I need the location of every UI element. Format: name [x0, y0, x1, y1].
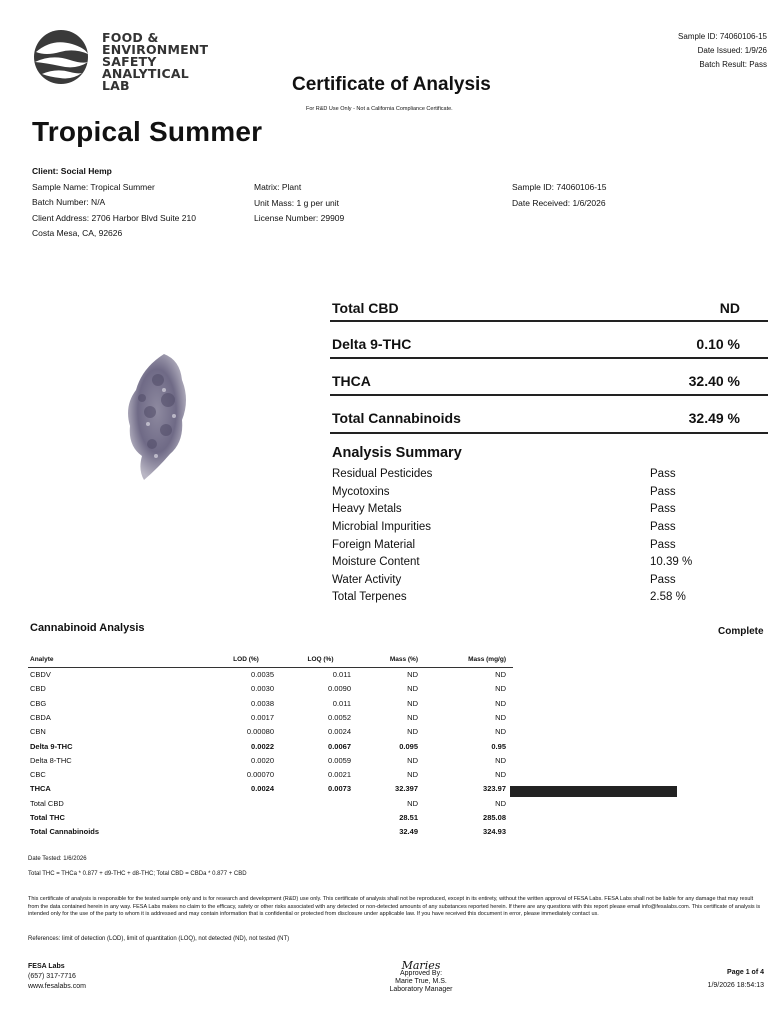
table-cell-mass-mg: ND: [495, 727, 506, 737]
sample-info: [254, 180, 344, 227]
table-cell-mass-pct: ND: [407, 770, 418, 780]
table-cell-lod: 0.0035: [251, 670, 274, 679]
analysis-row: Microbial Impurities Pass: [332, 521, 676, 533]
table-row: [28, 727, 513, 739]
table-cell-lod: 0.0038: [251, 698, 274, 708]
summary-divider: [330, 357, 768, 359]
table-cell-mass-mg: ND: [495, 684, 506, 694]
table-cell-loq: 0.011: [332, 670, 351, 679]
table-cell-analyte: CBDA: [30, 712, 51, 722]
lab-logo-emblem-icon: [30, 28, 96, 86]
table-cell-analyte: THCA: [30, 784, 51, 794]
table-cell-mass-mg: ND: [495, 698, 506, 708]
client-address-city: Costa Mesa, CA, 92626: [32, 228, 123, 238]
header-sample-id: Sample ID: 74060106-15: [678, 32, 767, 41]
document-title: Certificate of Analysis: [292, 74, 491, 95]
analysis-row: Heavy Metals Pass: [332, 503, 676, 515]
analysis-summary-title: Analysis Summary: [332, 445, 462, 461]
disclaimer: This certificate of analysis is responsible for the tested sample only and is for research and development (R&D) use only. This certificate of analysis shall not be reproduced, except in its entirety, without the written approval of FESA Labs. FESA Labs shall not be liable for any damage that may result from the data contained herein in any way. FESA Labs makes no claim to the efficacy, safety or other risks associated with any detected or non-detected amounts of any substances reported herein. If there are any questions with this report please email info@fesalabs.com. This certificate of analysis is intended only for the use of the party to whom it is addressed and may contain information that is confidential or protected from disclosure under applicable law. If you have received this document in error, please immediately contact us.: [28, 896, 761, 917]
table-row: [28, 713, 513, 725]
table-header-rule: [28, 667, 513, 668]
table-cell-mass-mg: ND: [495, 770, 506, 780]
table-cell-mass-mg: ND: [495, 670, 506, 679]
table-cell-analyte: CBD: [30, 684, 46, 694]
lab-logo: [30, 28, 220, 93]
cannabinoid-analysis-title: Cannabinoid Analysis: [30, 622, 145, 634]
table-cell-lod: 0.0024: [251, 784, 274, 794]
client-name: Client: Social Hemp: [32, 166, 112, 176]
table-cell-analyte: Total THC: [30, 813, 65, 822]
table-cell-mass-mg: ND: [495, 755, 506, 765]
table-cell-analyte: CBN: [30, 727, 46, 737]
summary-divider: [330, 432, 768, 434]
table-row: [28, 742, 513, 754]
table-row: [28, 784, 513, 796]
table-cell-lod: 0.0017: [251, 712, 274, 722]
client-address: Client Address: 2706 Harbor Blvd Suite 210: [32, 212, 196, 223]
summary-divider: [330, 320, 768, 322]
summary-divider: [330, 394, 768, 396]
table-cell-loq: 0.0059: [328, 755, 351, 765]
table-cell-lod: 0.00080: [246, 727, 274, 737]
table-cell-analyte: Delta 9-THC: [30, 741, 73, 751]
cannabis-flower-image: [120, 350, 200, 485]
table-cell-loq: 0.0052: [328, 712, 351, 722]
references: References: limit of detection (LOD), limit of quantitation (LOQ), not detected (ND), not tested (NT): [28, 936, 290, 942]
analysis-row: Water Activity Pass: [332, 574, 676, 586]
batch-number: Batch Number: N/A: [32, 197, 106, 207]
report-timestamp: 1/9/2026 18:54:13: [707, 982, 764, 989]
table-row: [28, 799, 513, 811]
analysis-row: Total Terpenes 2.58 %: [332, 591, 686, 603]
table-cell-analyte: CBC: [30, 770, 46, 780]
matrix: Matrix: Plant: [254, 182, 302, 192]
lab-name: FOOD & ENVIRONMENT SAFETY ANALYTICAL LAB: [102, 30, 209, 93]
table-row: [28, 699, 513, 711]
table-row: [28, 756, 513, 768]
analysis-row: Moisture Content 10.39 %: [332, 556, 693, 568]
table-row: [28, 670, 513, 682]
footer-website: www.fesalabs.com: [28, 983, 86, 990]
client-info: [32, 164, 196, 242]
table-cell-mass-mg: 285.08: [483, 813, 506, 822]
table-cell-loq: 0.011: [332, 698, 351, 708]
table-cell-mass-pct: ND: [407, 755, 418, 765]
table-cell-mass-pct: 32.397: [395, 784, 418, 794]
table-cell-mass-mg: 323.97: [483, 784, 506, 794]
rd-use-note: For R&D Use Only - Not a California Compliance Certificate.: [306, 106, 453, 112]
footer-page-info: [708, 966, 764, 992]
analysis-row: Mycotoxins Pass: [332, 486, 676, 498]
table-cell-mass-pct: ND: [407, 798, 418, 808]
product-title: Tropical Summer: [32, 116, 263, 147]
table-cell-mass-pct: ND: [407, 698, 418, 708]
footer-org: FESA Labs: [28, 963, 65, 970]
sample-name: Sample Name: Tropical Summer: [32, 181, 155, 192]
table-cell-lod: 0.0020: [251, 755, 274, 765]
analysis-row: Foreign Material Pass: [332, 539, 676, 551]
table-cell-mass-pct: 32.49: [399, 827, 418, 837]
analysis-status: Complete: [718, 626, 764, 637]
table-cell-analyte: Total Cannabinoids: [30, 827, 100, 837]
table-cell-lod: 0.00070: [246, 770, 274, 780]
table-cell-lod: 0.0030: [251, 684, 274, 694]
table-cell-loq: 0.0021: [328, 770, 351, 780]
table-cell-loq: 0.0024: [328, 727, 351, 737]
table-cell-loq: 0.0090: [328, 684, 351, 694]
sample-id: Sample ID: 74060106-15: [512, 182, 607, 192]
signature: Maries: [401, 959, 441, 972]
table-cell-mass-mg: ND: [495, 712, 506, 722]
table-cell-mass-pct: ND: [407, 684, 418, 694]
header-batch-result: Batch Result: Pass: [699, 60, 767, 69]
table-cell-mass-pct: 0.095: [399, 741, 418, 751]
footer-approval: Maries Approved By: Marie True, M.S. Laboratory Manager: [366, 962, 476, 994]
table-header: Analyte LOD (%) LOQ (%) Mass (%) Mass (mg/g): [30, 656, 506, 663]
table-cell-loq: 0.0067: [328, 741, 351, 751]
table-cell-mass-pct: ND: [407, 712, 418, 722]
footer-phone: (657) 317-7716: [28, 973, 76, 980]
table-cell-mass-mg: 324.93: [483, 827, 506, 837]
table-row: [28, 813, 513, 825]
approver-title: Laboratory Manager: [389, 986, 453, 993]
header-meta: [678, 30, 767, 72]
table-cell-analyte: Delta 8-THC: [30, 755, 72, 765]
table-cell-mass-pct: ND: [407, 670, 418, 679]
unit-mass: Unit Mass: 1 g per unit: [254, 197, 340, 208]
receipt-info: [512, 180, 607, 211]
approver-name: Marie True, M.S.: [395, 978, 447, 985]
table-cell-mass-mg: 0.95: [491, 741, 506, 751]
table-row: [28, 770, 513, 782]
license-number: License Number: 29909: [254, 213, 345, 223]
table-cell-mass-mg: ND: [495, 798, 506, 808]
table-row: [28, 684, 513, 696]
analysis-row: Residual Pesticides Pass: [332, 468, 676, 480]
product-photo: [120, 350, 200, 485]
table-cell-loq: 0.0073: [328, 784, 351, 794]
page-number: Page 1 of 4: [727, 969, 764, 976]
header-date-issued: Date Issued: 1/9/26: [697, 46, 767, 55]
footer-contact: [28, 962, 86, 992]
table-cell-mass-pct: ND: [407, 727, 418, 737]
calculation-formula: Total THC = THCa * 0.877 + d9-THC + d8-THC; Total CBD = CBDa * 0.877 + CBD: [28, 871, 247, 877]
date-received: Date Received: 1/6/2026: [512, 197, 606, 208]
table-cell-mass-pct: 28.51: [399, 813, 418, 822]
redaction-bar: [510, 786, 677, 797]
table-cell-analyte: Total CBD: [30, 798, 64, 808]
table-cell-lod: 0.0022: [251, 741, 274, 751]
date-tested: Date Tested: 1/6/2026: [28, 856, 87, 862]
table-row: [28, 827, 513, 839]
table-cell-analyte: CBG: [30, 698, 47, 708]
table-cell-analyte: CBDV: [30, 670, 51, 679]
